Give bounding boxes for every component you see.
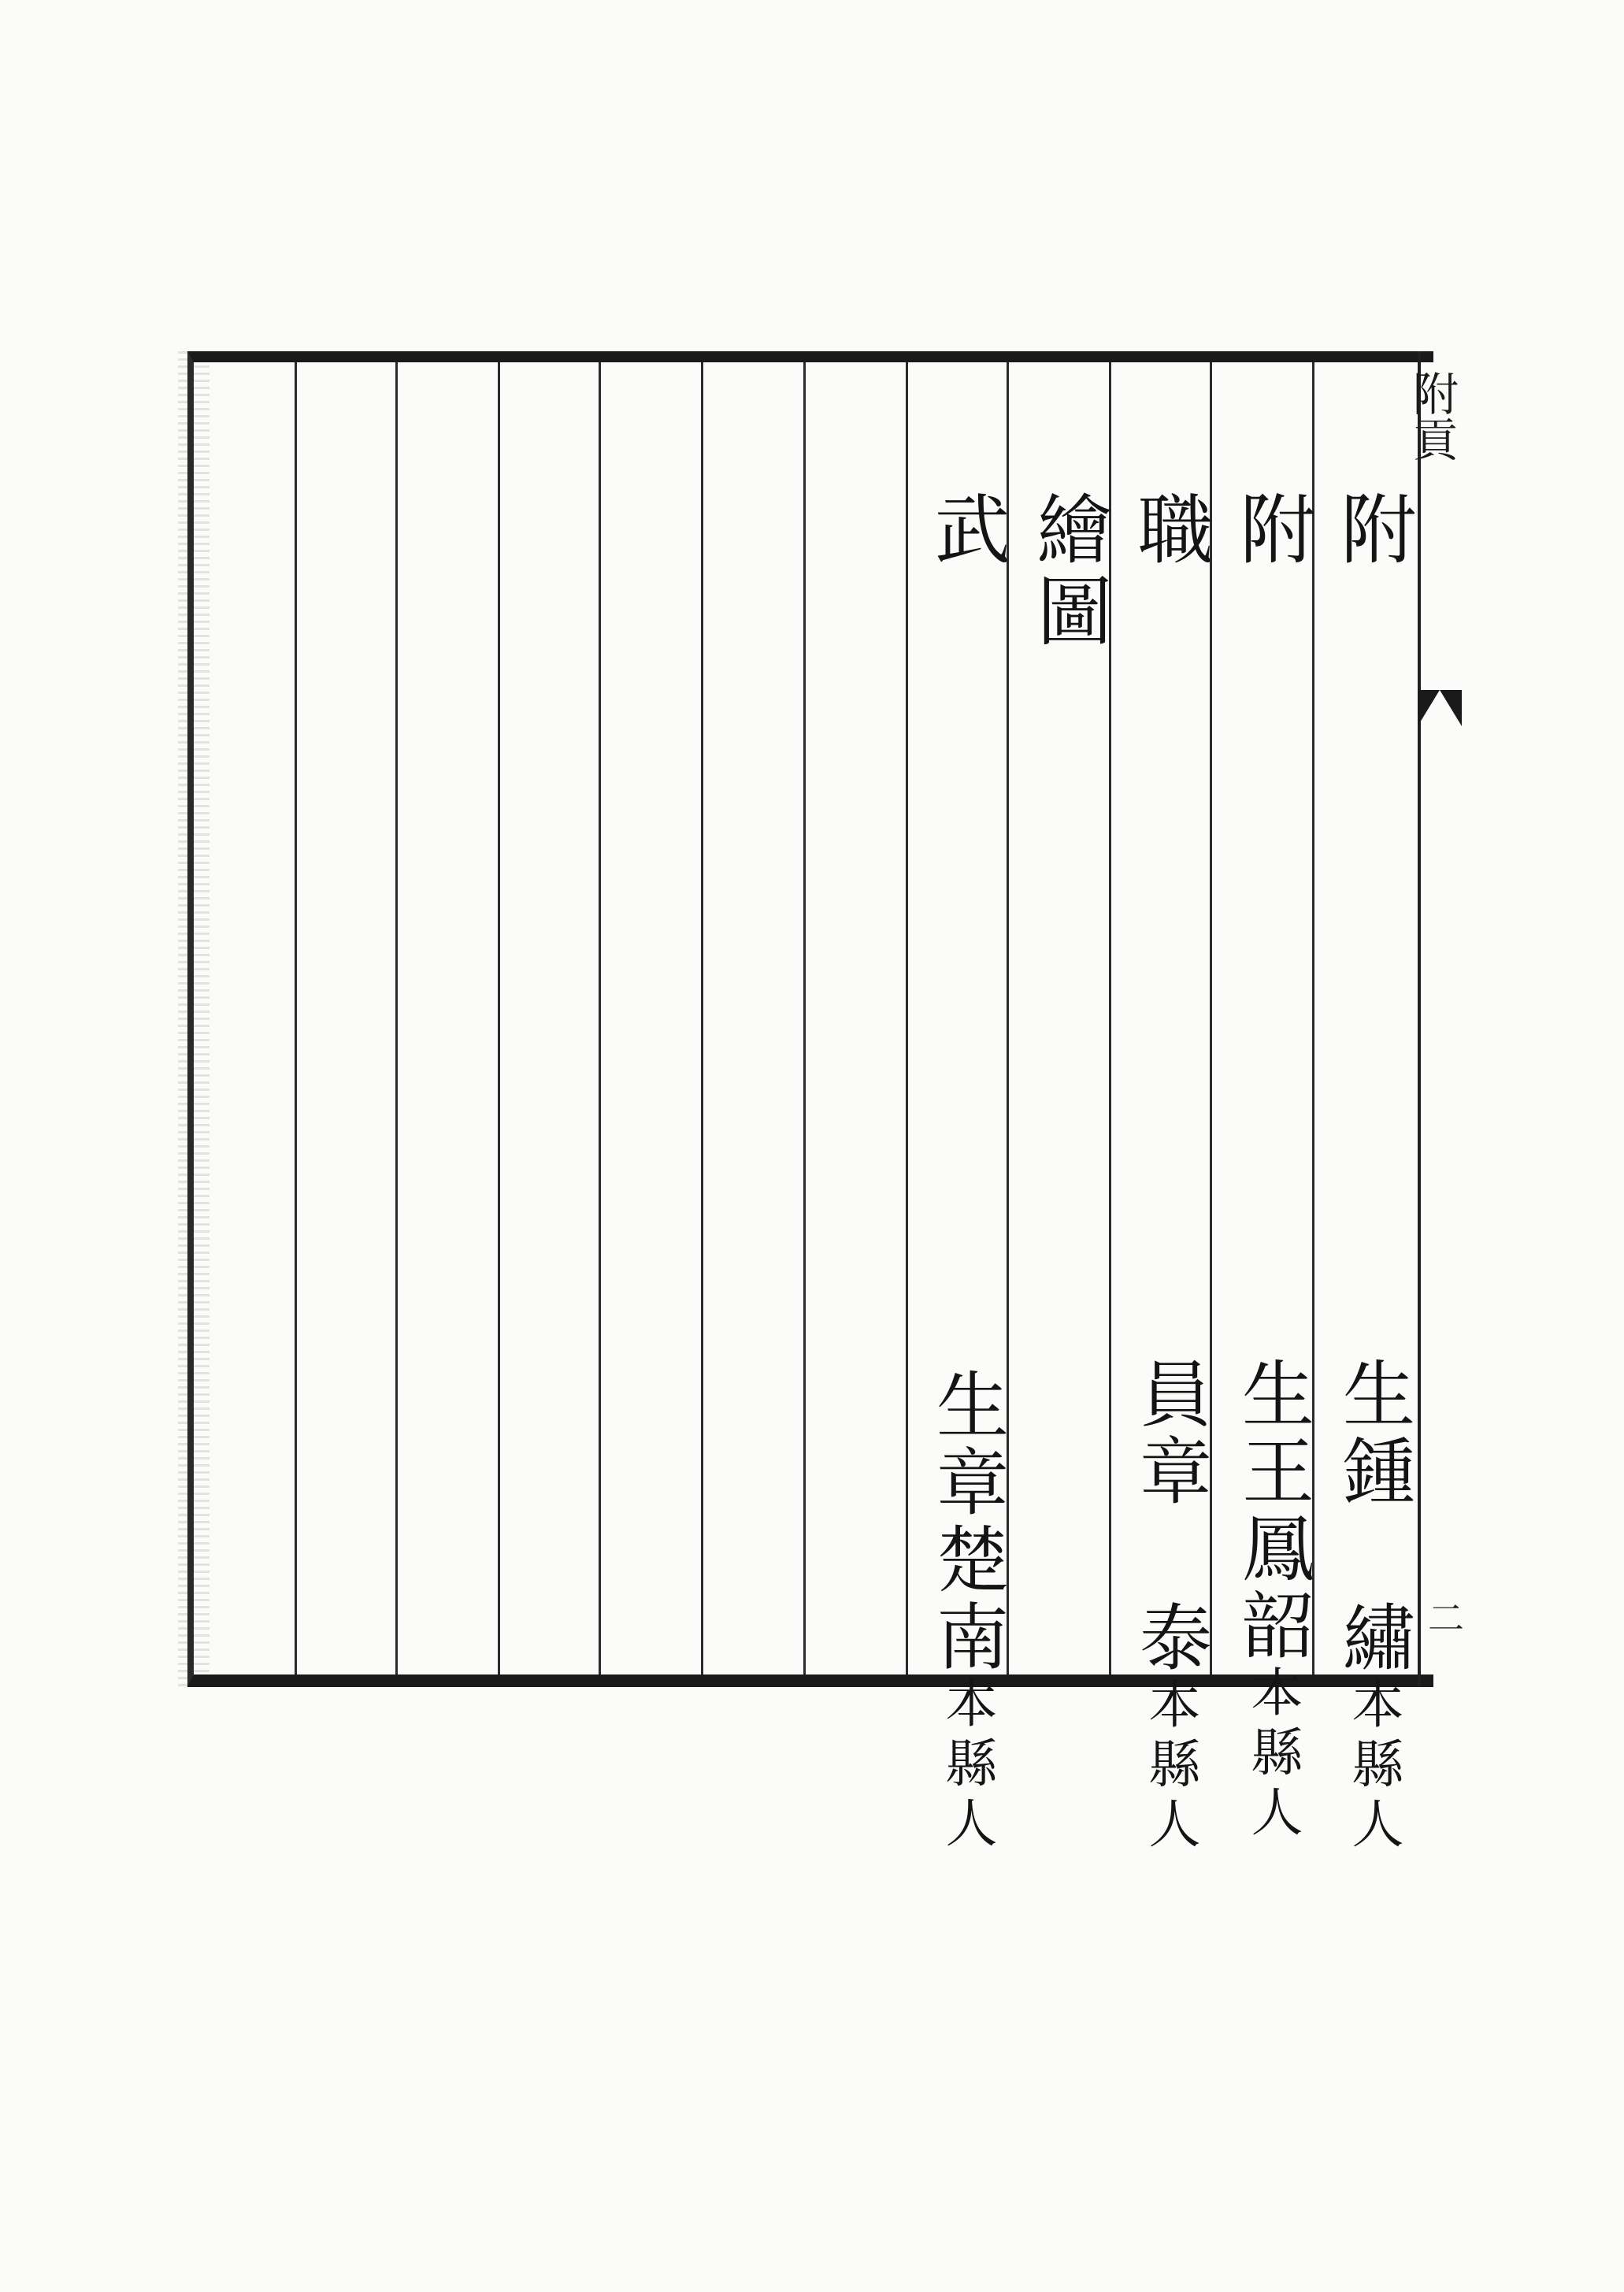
- gutter-title: 附貢: [1405, 370, 1459, 462]
- entry-name: 王鳳韶: [1230, 1433, 1314, 1665]
- entry-note: 本縣人: [1343, 1677, 1403, 1856]
- entry-4: [923, 1367, 1010, 1856]
- entry-prefix: 生: [925, 1367, 1009, 1445]
- heading-fu-2: 附: [1228, 490, 1316, 566]
- column-rule: [906, 362, 908, 1674]
- entry-name: 章楚南: [925, 1445, 1009, 1676]
- entry-note: 本縣人: [1242, 1665, 1303, 1845]
- column-rule: [395, 362, 398, 1674]
- column-rule: [701, 362, 703, 1674]
- entry-prefix: 員: [1128, 1356, 1212, 1433]
- column-rule: [803, 362, 806, 1674]
- center-gutter: [1405, 351, 1465, 1687]
- entry-note: 本縣人: [1140, 1677, 1200, 1856]
- column-rule: [295, 362, 297, 1674]
- entry-name: 鍾 繡: [1331, 1433, 1415, 1677]
- fishtail-mark: [1418, 690, 1462, 726]
- leaf-number: 二: [1422, 1599, 1465, 1635]
- column-rule: [498, 362, 500, 1674]
- entry-prefix: 生: [1230, 1356, 1314, 1433]
- entry-1: [1329, 1356, 1416, 1856]
- entry-prefix: 生: [1331, 1356, 1415, 1433]
- heading-huitu: 繪圖: [1025, 490, 1113, 654]
- heading-zhi: 職: [1125, 490, 1214, 566]
- entry-3: [1126, 1356, 1213, 1856]
- entry-note: 本縣人: [936, 1676, 997, 1856]
- column-rule: [599, 362, 601, 1674]
- heading-fu-1: 附: [1329, 490, 1417, 566]
- entry-2: [1229, 1356, 1315, 1845]
- entry-name: 章 泰: [1128, 1433, 1212, 1677]
- heading-wu: 武: [922, 490, 1010, 566]
